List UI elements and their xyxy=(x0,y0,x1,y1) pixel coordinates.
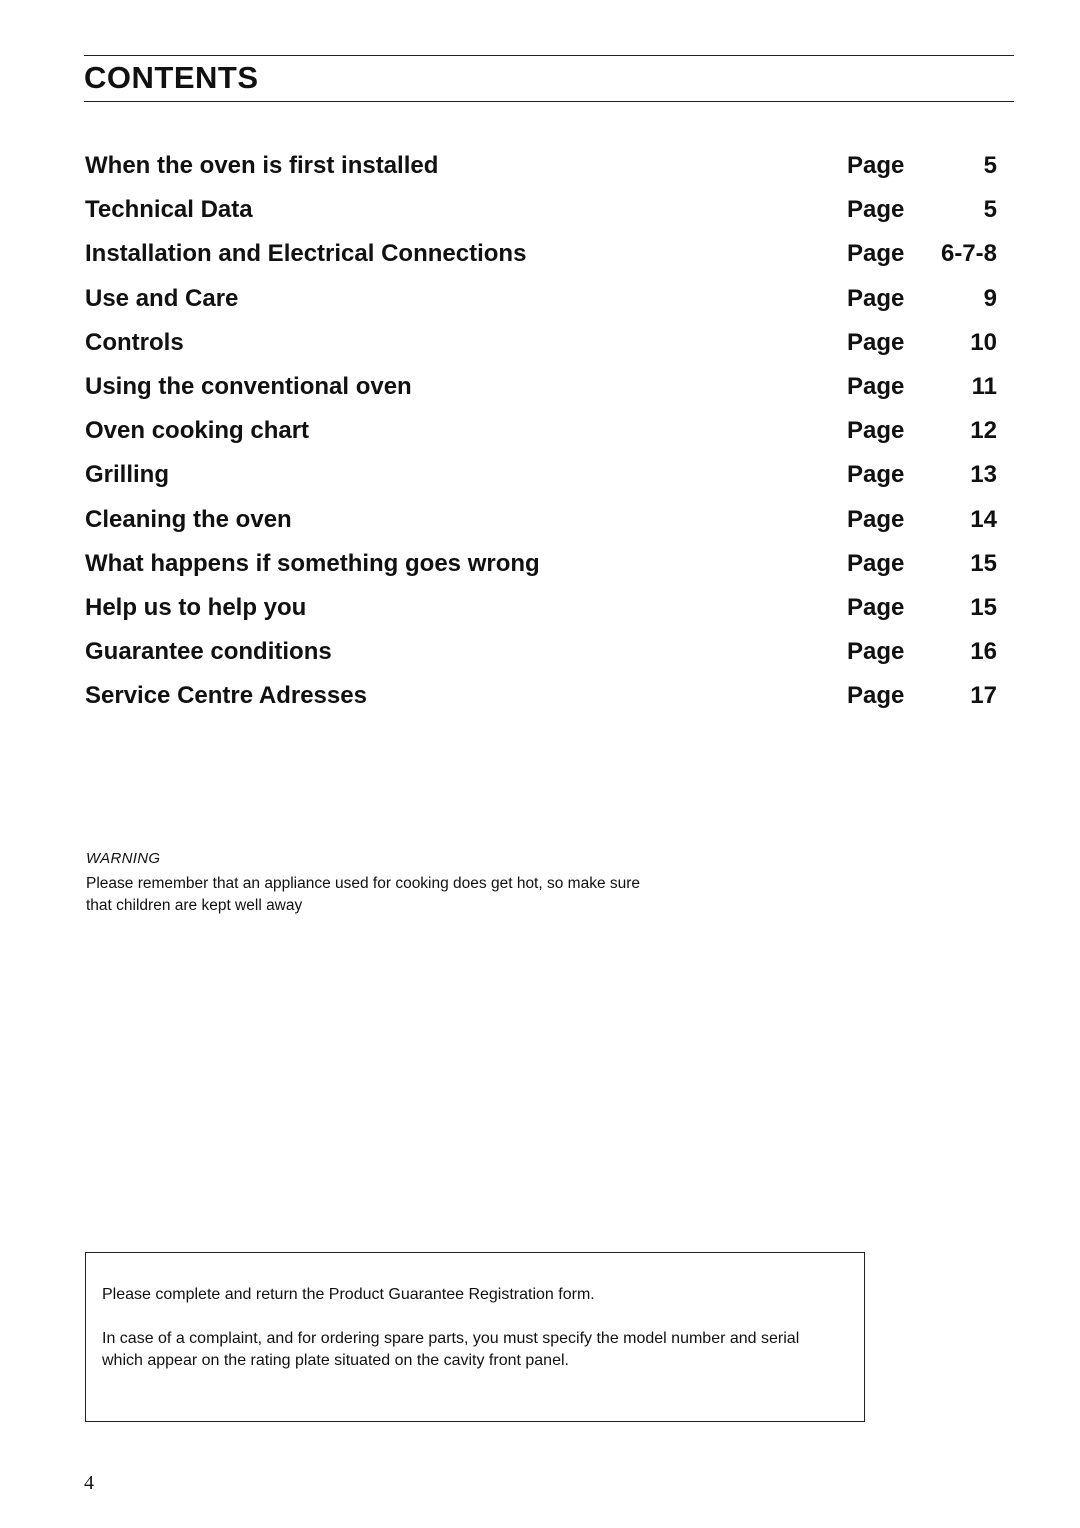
toc-entry-title: Technical Data xyxy=(85,196,253,224)
toc-page-number: 15 xyxy=(970,593,997,621)
registration-notice-box xyxy=(85,1252,865,1422)
toc-page-number: 9 xyxy=(983,284,997,312)
toc-page-label: Page xyxy=(847,328,905,356)
warning-text: Please remember that an appliance used for cooking does get hot, so make sure that children are kept well away xyxy=(86,875,641,914)
toc-entry[interactable] xyxy=(84,369,1000,413)
notice-complaint-text: In case of a complaint, and for ordering spare parts, you must specify the model number and serial which appear on the rating plate situated on the cavity front panel. xyxy=(102,1330,800,1369)
toc-page-number: 5 xyxy=(983,152,997,179)
toc-entry[interactable] xyxy=(84,236,1000,280)
toc-entry-title: Use and Care xyxy=(85,284,239,312)
toc-page-label: Page xyxy=(847,638,905,666)
toc-page-number: 13 xyxy=(970,461,997,489)
warning-title: WARNING xyxy=(86,850,161,867)
page-number: 4 xyxy=(84,1472,94,1494)
toc-entry-title: What happens if something goes wrong xyxy=(85,549,540,577)
toc-entry[interactable] xyxy=(84,634,1000,678)
toc-page-label: Page xyxy=(847,417,905,445)
title-underline-rule xyxy=(84,101,1014,102)
toc-page-number: 6-7-8 xyxy=(940,240,997,268)
toc-entry[interactable] xyxy=(84,590,1000,634)
toc-page-label: Page xyxy=(847,682,905,710)
toc-entry[interactable] xyxy=(84,457,1000,501)
toc-page-number: 16 xyxy=(970,638,997,666)
toc-page-label: Page xyxy=(847,505,905,533)
toc-page-number: 14 xyxy=(970,505,997,533)
toc-page-number: 12 xyxy=(970,417,997,445)
toc-entry[interactable] xyxy=(84,148,1000,192)
toc-page-number: 10 xyxy=(970,328,997,356)
toc-page-label: Page xyxy=(847,461,905,489)
toc-entry-title: Controls xyxy=(85,328,184,356)
toc-entry-title: Grilling xyxy=(85,461,169,489)
toc-page-label: Page xyxy=(847,593,905,621)
toc-page-number: 15 xyxy=(970,549,997,577)
toc-entry-title: Cleaning the oven xyxy=(85,505,292,533)
toc-entry[interactable] xyxy=(84,502,1000,546)
toc-entry[interactable] xyxy=(84,192,1000,236)
notice-registration-text: Please complete and return the Product Guarantee Registration form. xyxy=(102,1286,595,1303)
toc-page-label: Page xyxy=(847,549,905,577)
toc-entry[interactable] xyxy=(84,678,1000,722)
toc-page-label: Page xyxy=(847,152,905,179)
top-rule xyxy=(84,55,1014,56)
toc-entry[interactable] xyxy=(84,281,1000,325)
page-title: CONTENTS xyxy=(84,60,259,95)
table-of-contents xyxy=(84,148,1000,722)
toc-page-number: 11 xyxy=(971,372,997,400)
toc-page-number: 17 xyxy=(970,682,997,710)
toc-page-label: Page xyxy=(847,284,905,312)
toc-entry-title: Oven cooking chart xyxy=(85,417,310,445)
toc-entry-title: Help us to help you xyxy=(85,593,307,621)
toc-page-label: Page xyxy=(847,196,905,224)
toc-entry-title: Using the conventional oven xyxy=(85,372,412,400)
toc-entry-title: Service Centre Adresses xyxy=(85,682,367,710)
toc-entry-title: Guarantee conditions xyxy=(85,638,332,666)
toc-entry-title: Installation and Electrical Connections xyxy=(85,240,527,268)
toc-page-number: 5 xyxy=(983,196,997,224)
toc-entry[interactable] xyxy=(84,325,1000,369)
toc-entry-title: When the oven is first installed xyxy=(85,152,439,179)
toc-entry[interactable] xyxy=(84,546,1000,590)
toc-entry[interactable] xyxy=(84,413,1000,457)
toc-page-label: Page xyxy=(847,240,905,268)
toc-page-label: Page xyxy=(847,372,905,400)
warning-block xyxy=(86,850,646,917)
